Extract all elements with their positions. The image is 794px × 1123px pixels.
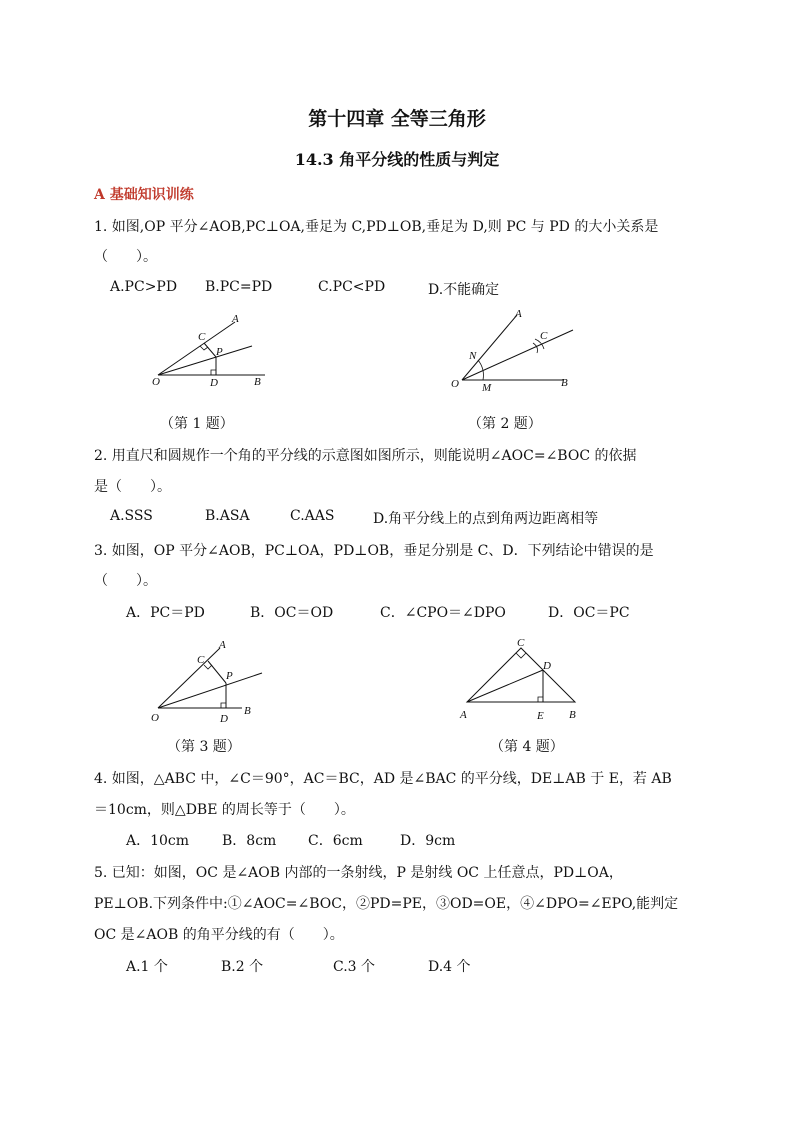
question-5-option-b: B.2 个: [221, 959, 264, 975]
question-5-option-c: C.3 个: [333, 959, 376, 975]
question-3-option-c: C．∠CPO＝∠DPO: [380, 605, 506, 621]
question-1-option-d: D.不能确定: [428, 282, 500, 298]
question-2-option-a: A.SSS: [110, 508, 153, 524]
figure-3-label-d: D: [220, 713, 228, 725]
figure-1-label-o: O: [152, 376, 160, 388]
figure-4-label-c: C: [517, 637, 525, 649]
figure-3-label-b: B: [244, 705, 251, 717]
question-2-option-c: C.AAS: [290, 508, 335, 524]
figure-4-label-d: D: [543, 660, 551, 672]
figure-4-caption: （第 4 题）: [490, 739, 564, 755]
question-1-line-1: 1. 如图,OP 平分∠AOB,PC⊥OA,垂足为 C,PD⊥OB,垂足为 D,则 PC 与 PD 的大小关系是: [94, 219, 659, 235]
question-2-option-b: B.ASA: [205, 508, 250, 524]
question-4-option-c: C．6cm: [308, 833, 363, 849]
figure-1-label-a: A: [232, 313, 239, 325]
figure-1-label-d: D: [210, 377, 218, 389]
question-3-option-a: A．PC＝PD: [126, 605, 205, 621]
question-4-option-b: B．8cm: [222, 833, 277, 849]
figure-2-label-b: B: [561, 377, 568, 389]
question-5-option-d: D.4 个: [428, 959, 471, 975]
question-3-line-1: 3. 如图，OP 平分∠AOB，PC⊥OA，PD⊥OB，垂足分别是 C、D．下列结论中错误的是: [94, 543, 654, 559]
figure-2-label-a: A: [515, 308, 522, 320]
question-5-line-1: 5. 已知：如图，OC 是∠AOB 内部的一条射线，P 是射线 OC 上任意点，PD⊥OA，: [94, 865, 623, 881]
section-subtitle: 14.3 角平分线的性质与判定: [294, 150, 500, 169]
figure-2-label-m: M: [482, 382, 492, 394]
question-5-line-2: PE⊥OB.下列条件中:①∠AOC=∠BOC，②PD=PE，③OD=OE，④∠DPO=∠EPO,能判定: [94, 896, 679, 912]
figure-1-caption: （第 1 题）: [160, 416, 234, 432]
figure-3-diagram: [140, 635, 270, 730]
figure-4-label-b: B: [569, 709, 576, 721]
figure-3-label-c: C: [197, 654, 205, 666]
figure-3-label-o: O: [151, 712, 159, 724]
question-4-line-1: 4. 如图，△ABC 中，∠C＝90°，AC＝BC，AD 是∠BAC 的平分线，DE⊥AB 于 E，若 AB: [94, 771, 672, 787]
question-2-line-1: 2. 用直尺和圆规作一个角的平分线的示意图如图所示，则能说明∠AOC=∠BOC 的依据: [94, 448, 637, 464]
question-2-option-d: D.角平分线上的点到角两边距离相等: [373, 511, 599, 527]
question-5-line-3: OC 是∠AOB 的角平分线的有（ ）。: [94, 927, 344, 943]
figure-2-label-o: O: [451, 378, 459, 390]
question-3-option-d: D．OC＝PC: [548, 605, 630, 621]
question-4-line-2: ＝10cm，则△DBE 的周长等于（ ）。: [94, 802, 355, 818]
figure-1-diagram: [140, 310, 280, 395]
question-4-option-d: D．9cm: [400, 833, 456, 849]
figure-4-label-e: E: [537, 710, 544, 722]
figure-4-diagram: [455, 632, 595, 727]
question-1-option-a: A.PC>PD: [110, 279, 178, 295]
figure-1-label-b: B: [254, 376, 261, 388]
question-3-line-2: （ ）。: [94, 573, 157, 589]
chapter-title: 第十四章 全等三角形: [308, 108, 486, 130]
figure-3-caption: （第 3 题）: [167, 739, 241, 755]
figure-3-label-p: P: [226, 670, 233, 682]
question-5-option-a: A.1 个: [126, 959, 168, 975]
question-1-option-c: C.PC<PD: [318, 279, 386, 295]
question-2-line-2: 是（ ）。: [94, 479, 171, 495]
figure-1-label-c: C: [198, 331, 206, 343]
question-1-line-2: （ ）。: [94, 249, 157, 265]
question-1-option-b: B.PC=PD: [205, 279, 273, 295]
figure-1-label-p: P: [216, 346, 223, 358]
figure-2-label-n: N: [469, 350, 477, 362]
figure-2-label-c: C: [540, 330, 548, 342]
figure-3-label-a: A: [219, 639, 226, 651]
section-heading: A 基础知识训练: [94, 187, 194, 203]
figure-2-caption: （第 2 题）: [468, 416, 542, 432]
figure-2-diagram: [445, 305, 585, 397]
question-4-option-a: A．10cm: [126, 833, 190, 849]
question-3-option-b: B．OC＝OD: [250, 605, 334, 621]
figure-4-label-a: A: [460, 709, 467, 721]
